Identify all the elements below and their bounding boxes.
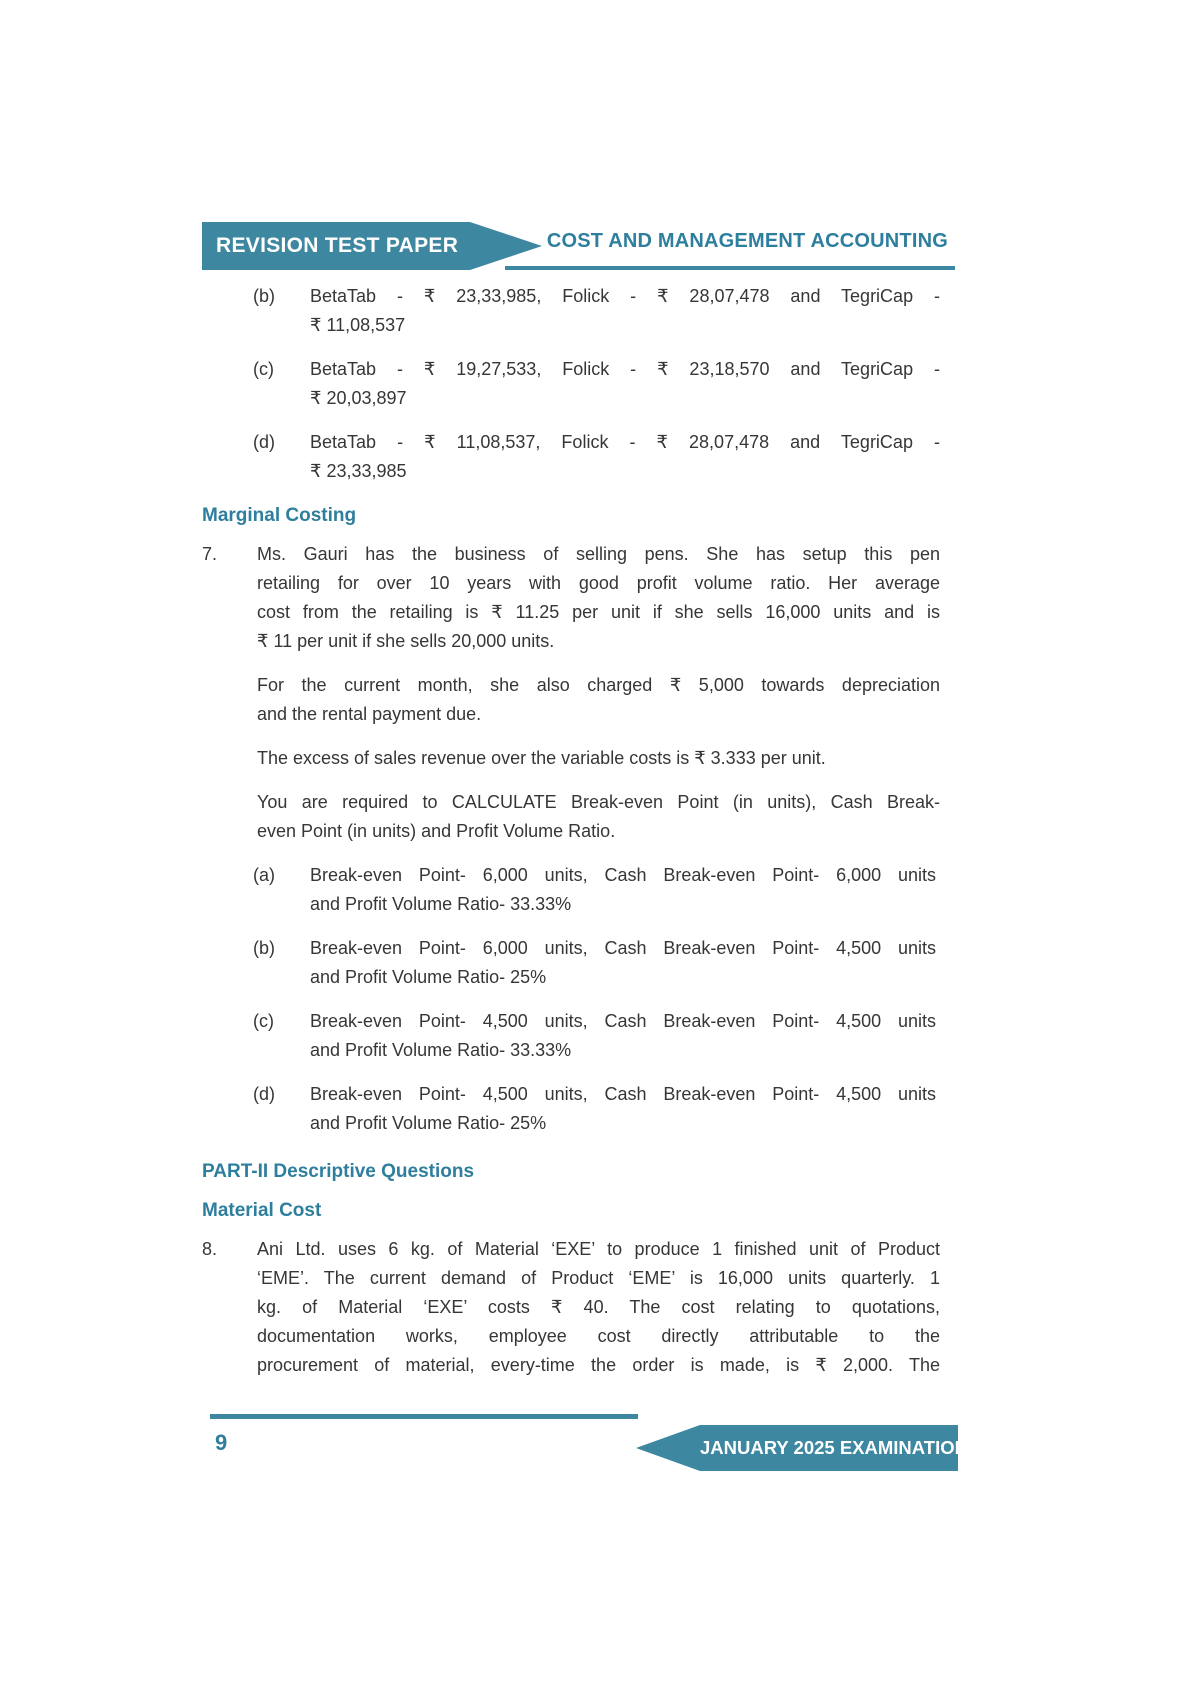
question-number: 7.: [202, 544, 218, 564]
section-heading-material-cost: Material Cost: [202, 1200, 322, 1221]
page-number: 9: [215, 1430, 228, 1455]
question-body: [253, 540, 940, 1153]
text-line: procurement of material, every-time the order is made, is ₹ 2,000. The: [257, 1355, 940, 1375]
text-line: Break-even Point- 4,500 units, Cash Break-even Point- 4,500 units: [310, 1011, 936, 1031]
paragraph: [257, 671, 940, 729]
text-line: and the rental payment due.: [257, 704, 482, 724]
mcq-option: [253, 355, 955, 413]
header-banner-label: REVISION TEST PAPER: [216, 234, 459, 257]
section-heading-part2: PART-II Descriptive Questions: [202, 1161, 475, 1182]
option-text: [310, 428, 940, 486]
text-line: Ms. Gauri has the business of selling pens. She has setup this pen: [257, 544, 940, 564]
option-text: [310, 282, 940, 340]
text-line: ‘EME’. The current demand of Product ‘EME’ is 16,000 units quarterly. 1: [257, 1268, 940, 1288]
text-line: BetaTab - ₹ 11,08,537, Folick - ₹ 28,07,478 and TegriCap -: [310, 432, 940, 452]
text-line: ₹ 23,33,985: [310, 461, 407, 481]
option-text: [310, 934, 936, 992]
question-8: [202, 1235, 955, 1395]
mcq-option: [253, 428, 955, 486]
text-line: ₹ 11 per unit if she sells 20,000 units.: [257, 631, 555, 651]
question-number: 8.: [202, 1239, 218, 1259]
text-line: Break-even Point- 6,000 units, Cash Break-even Point- 6,000 units: [310, 865, 936, 885]
text-line: cost from the retailing is ₹ 11.25 per unit if she sells 16,000 units and is: [257, 602, 940, 622]
text-line: and Profit Volume Ratio- 33.33%: [310, 1040, 572, 1060]
paragraph: [257, 540, 940, 656]
text-line: BetaTab - ₹ 23,33,985, Folick - ₹ 28,07,478 and TegriCap -: [310, 286, 940, 306]
text-line: Break-even Point- 4,500 units, Cash Break-even Point- 4,500 units: [310, 1084, 936, 1104]
mcq-option: [253, 934, 940, 992]
text-line: even Point (in units) and Profit Volume Ratio.: [257, 821, 616, 841]
text-line: Break-even Point- 6,000 units, Cash Break-even Point- 4,500 units: [310, 938, 936, 958]
text-line: documentation works, employee cost directly attributable to the: [257, 1326, 940, 1346]
option-label: (a): [253, 865, 275, 885]
footer-banner: [700, 1425, 968, 1471]
text-line: For the current month, she also charged ₹ 5,000 towards depreciation: [257, 675, 940, 695]
option-label: (d): [253, 1084, 275, 1104]
option-label: (c): [253, 359, 274, 379]
option-label: (d): [253, 432, 275, 452]
question-7: [202, 540, 955, 1153]
text-line: Ani Ltd. uses 6 kg. of Material ‘EXE’ to produce 1 finished unit of Product: [257, 1239, 940, 1259]
document-body: [202, 282, 955, 1395]
text-line: You are required to CALCULATE Break-even Point (in units), Cash Break-: [257, 792, 940, 812]
footer-banner-arrow-icon: [636, 1425, 700, 1471]
header-banner: [202, 222, 470, 270]
option-label: (b): [253, 286, 275, 306]
mcq-option: [253, 861, 940, 919]
page-title: COST AND MANAGEMENT ACCOUNTING: [546, 230, 948, 252]
text-line: The excess of sales revenue over the variable costs is ₹ 3.333 per unit.: [257, 748, 826, 768]
footer-divider: [210, 1414, 638, 1419]
header-divider: [505, 266, 955, 270]
text-line: and Profit Volume Ratio- 25%: [310, 1113, 547, 1133]
text-line: ₹ 20,03,897: [310, 388, 407, 408]
text-line: retailing for over 10 years with good profit volume ratio. Her average: [257, 573, 940, 593]
paragraph: [257, 788, 940, 846]
text-line: ₹ 11,08,537: [310, 315, 406, 335]
mcq-option: [253, 1007, 940, 1065]
option-label: (b): [253, 938, 275, 958]
section-heading-marginal-costing: Marginal Costing: [202, 505, 357, 526]
text-line: and Profit Volume Ratio- 33.33%: [310, 894, 572, 914]
text-line: BetaTab - ₹ 19,27,533, Folick - ₹ 23,18,570 and TegriCap -: [310, 359, 940, 379]
question-body: [257, 1235, 940, 1395]
option-text: [310, 355, 940, 413]
paragraph: [257, 744, 940, 773]
header-banner-arrow-icon: [470, 222, 542, 270]
option-text: [310, 1007, 936, 1065]
mcq-option: [253, 1080, 940, 1138]
option-label: (c): [253, 1011, 274, 1031]
option-text: [310, 861, 936, 919]
text-line: and Profit Volume Ratio- 25%: [310, 967, 547, 987]
text-line: kg. of Material ‘EXE’ costs ₹ 40. The cost relating to quotations,: [257, 1297, 940, 1317]
mcq-option: [253, 282, 955, 340]
footer-banner-label: JANUARY 2025 EXAMINATION: [700, 1437, 968, 1458]
option-text: [310, 1080, 936, 1138]
paragraph: [257, 1235, 940, 1380]
